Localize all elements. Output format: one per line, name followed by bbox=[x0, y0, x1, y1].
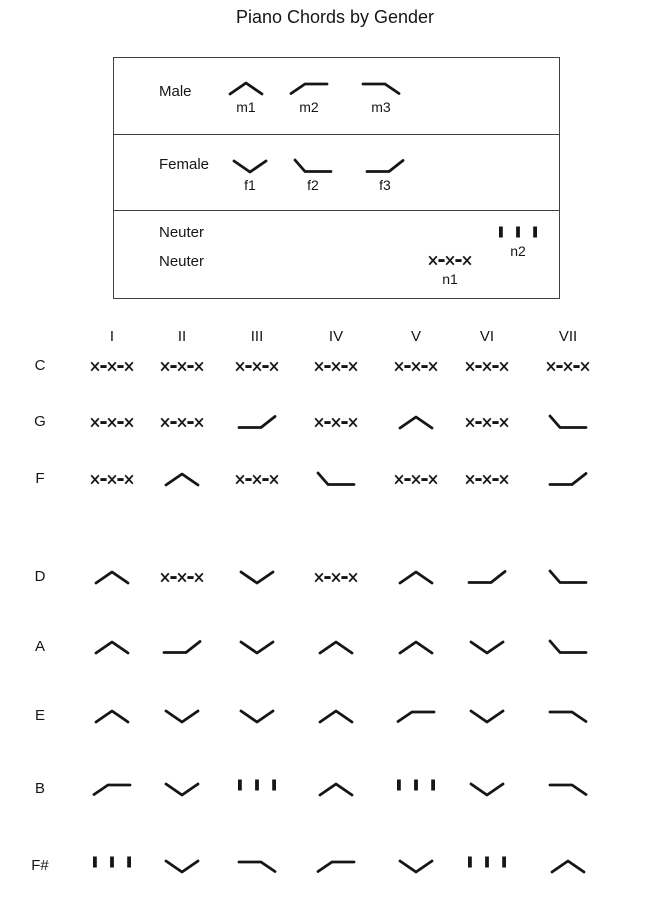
symbol-m1-icon bbox=[392, 412, 440, 432]
symbol-f3-icon bbox=[463, 567, 511, 587]
symbol-m3-icon bbox=[544, 779, 592, 799]
column-header-I: I bbox=[109, 328, 115, 345]
legend-item-label-f3: f3 bbox=[379, 177, 391, 193]
symbol-m1-icon bbox=[312, 637, 360, 657]
cell-E-IV bbox=[312, 706, 360, 726]
column-header-V: V bbox=[410, 328, 422, 345]
cell-G-I bbox=[88, 412, 136, 432]
symbol-f2-icon bbox=[312, 469, 360, 489]
cell-G-V bbox=[392, 412, 440, 432]
symbol-f1-icon bbox=[158, 856, 206, 876]
cell-B-I bbox=[88, 779, 136, 799]
symbol-n2-icon bbox=[233, 775, 281, 795]
symbol-n1-icon bbox=[312, 356, 360, 376]
symbol-n1-icon bbox=[88, 469, 136, 489]
legend-item-label-m2: m2 bbox=[299, 99, 319, 115]
symbol-f1-icon bbox=[233, 567, 281, 587]
cell-F-VII bbox=[544, 469, 592, 489]
cell-F#-III bbox=[233, 856, 281, 876]
symbol-f1-icon bbox=[158, 706, 206, 726]
symbol-n1-icon bbox=[312, 567, 360, 587]
symbol-m1-icon bbox=[312, 706, 360, 726]
symbol-n1-icon bbox=[233, 469, 281, 489]
cell-D-II bbox=[158, 567, 206, 587]
symbol-f3-icon bbox=[544, 469, 592, 489]
row-label-F: F bbox=[35, 470, 45, 487]
cell-F#-II bbox=[158, 856, 206, 876]
legend-item-label-n1: n1 bbox=[442, 271, 458, 287]
cell-B-II bbox=[158, 779, 206, 799]
cell-E-V bbox=[392, 706, 440, 726]
cell-F#-VI bbox=[463, 852, 511, 872]
row-label-G: G bbox=[34, 413, 46, 430]
cell-F#-V bbox=[392, 856, 440, 876]
symbol-f1-icon bbox=[463, 779, 511, 799]
symbol-m1-icon bbox=[392, 567, 440, 587]
cell-C-V bbox=[392, 356, 440, 376]
symbol-m1-icon bbox=[88, 706, 136, 726]
cell-F-VI bbox=[463, 469, 511, 489]
symbol-n1-icon bbox=[463, 412, 511, 432]
cell-B-III bbox=[233, 775, 281, 795]
legend-label-neuter-1: Neuter bbox=[159, 224, 205, 241]
column-header-III: III bbox=[250, 328, 264, 345]
cell-F-II bbox=[158, 469, 206, 489]
legend-label-male: Male bbox=[159, 83, 192, 100]
cell-C-VII bbox=[544, 356, 592, 376]
symbol-m3-icon bbox=[233, 856, 281, 876]
cell-E-I bbox=[88, 706, 136, 726]
symbol-n1-icon bbox=[158, 412, 206, 432]
symbol-n2-icon bbox=[392, 775, 440, 795]
legend-item-label-f2: f2 bbox=[307, 177, 319, 193]
legend-item-label-n2: n2 bbox=[510, 243, 526, 259]
symbol-n1-icon bbox=[158, 356, 206, 376]
legend-label-neuter-2: Neuter bbox=[159, 253, 205, 270]
cell-F#-VII bbox=[544, 856, 592, 876]
symbol-m2-icon bbox=[88, 779, 136, 799]
cell-B-VII bbox=[544, 779, 592, 799]
symbol-m3-icon bbox=[544, 706, 592, 726]
symbol-n1-icon bbox=[463, 469, 511, 489]
symbol-m1-icon bbox=[158, 469, 206, 489]
cell-G-VI bbox=[463, 412, 511, 432]
symbol-m1-icon bbox=[88, 637, 136, 657]
symbol-f1-icon bbox=[463, 637, 511, 657]
cell-F-III bbox=[233, 469, 281, 489]
symbol-n1-icon bbox=[392, 469, 440, 489]
cell-D-VII bbox=[544, 567, 592, 587]
symbol-n2-icon bbox=[88, 852, 136, 872]
legend-item-label-m3: m3 bbox=[371, 99, 391, 115]
symbol-m1-icon bbox=[544, 856, 592, 876]
cell-D-I bbox=[88, 567, 136, 587]
legend-label-female: Female bbox=[159, 156, 210, 173]
symbol-f2-icon bbox=[544, 637, 592, 657]
symbol-n1-icon bbox=[544, 356, 592, 376]
cell-B-IV bbox=[312, 779, 360, 799]
symbol-n2-icon bbox=[463, 852, 511, 872]
symbol-m1-icon bbox=[312, 779, 360, 799]
cell-C-III bbox=[233, 356, 281, 376]
column-header-II: II bbox=[177, 328, 187, 345]
cell-A-IV bbox=[312, 637, 360, 657]
cell-F#-IV bbox=[312, 856, 360, 876]
symbol-f3-icon bbox=[233, 412, 281, 432]
cell-E-II bbox=[158, 706, 206, 726]
cell-E-VI bbox=[463, 706, 511, 726]
symbol-m2-icon bbox=[392, 706, 440, 726]
legend-item-label-f1: f1 bbox=[244, 177, 256, 193]
column-header-IV: IV bbox=[328, 328, 344, 345]
row-label-B: B bbox=[34, 780, 46, 797]
symbol-f1-icon bbox=[463, 706, 511, 726]
symbol-f1-icon bbox=[392, 856, 440, 876]
row-label-E: E bbox=[34, 707, 46, 724]
column-header-VI: VI bbox=[479, 328, 495, 345]
cell-A-I bbox=[88, 637, 136, 657]
chart-title: Piano Chords by Gender bbox=[235, 7, 435, 27]
cell-D-VI bbox=[463, 567, 511, 587]
cell-D-IV bbox=[312, 567, 360, 587]
row-label-A: A bbox=[34, 638, 46, 655]
cell-E-III bbox=[233, 706, 281, 726]
cell-G-VII bbox=[544, 412, 592, 432]
symbol-n1-icon bbox=[233, 356, 281, 376]
cell-F-V bbox=[392, 469, 440, 489]
cell-G-II bbox=[158, 412, 206, 432]
legend-item-label-m1: m1 bbox=[236, 99, 256, 115]
cell-C-II bbox=[158, 356, 206, 376]
symbol-f1-icon bbox=[158, 779, 206, 799]
cell-G-IV bbox=[312, 412, 360, 432]
cell-C-I bbox=[88, 356, 136, 376]
cell-F-IV bbox=[312, 469, 360, 489]
row-label-C: C bbox=[34, 357, 46, 374]
cell-B-V bbox=[392, 775, 440, 795]
symbol-m1-icon bbox=[88, 567, 136, 587]
symbol-n1-icon bbox=[88, 356, 136, 376]
cell-C-VI bbox=[463, 356, 511, 376]
row-label-D: D bbox=[34, 568, 46, 585]
cell-A-VII bbox=[544, 637, 592, 657]
symbol-f2-icon bbox=[544, 567, 592, 587]
symbol-n1-icon bbox=[392, 356, 440, 376]
cell-G-III bbox=[233, 412, 281, 432]
symbol-m2-icon bbox=[312, 856, 360, 876]
cell-A-III bbox=[233, 637, 281, 657]
row-label-F#: F# bbox=[31, 857, 49, 874]
symbol-f1-icon bbox=[233, 637, 281, 657]
cell-F#-I bbox=[88, 852, 136, 872]
symbol-n1-icon bbox=[312, 412, 360, 432]
cell-F-I bbox=[88, 469, 136, 489]
cell-A-VI bbox=[463, 637, 511, 657]
cell-D-V bbox=[392, 567, 440, 587]
symbol-f2-icon bbox=[544, 412, 592, 432]
symbol-f1-icon bbox=[233, 706, 281, 726]
symbol-m1-icon bbox=[392, 637, 440, 657]
cell-C-IV bbox=[312, 356, 360, 376]
symbol-n1-icon bbox=[463, 356, 511, 376]
symbol-n1-icon bbox=[88, 412, 136, 432]
cell-B-VI bbox=[463, 779, 511, 799]
cell-D-III bbox=[233, 567, 281, 587]
cell-A-II bbox=[158, 637, 206, 657]
symbol-n1-icon bbox=[158, 567, 206, 587]
cell-E-VII bbox=[544, 706, 592, 726]
cell-A-V bbox=[392, 637, 440, 657]
column-header-VII: VII bbox=[558, 328, 578, 345]
symbol-f3-icon bbox=[158, 637, 206, 657]
